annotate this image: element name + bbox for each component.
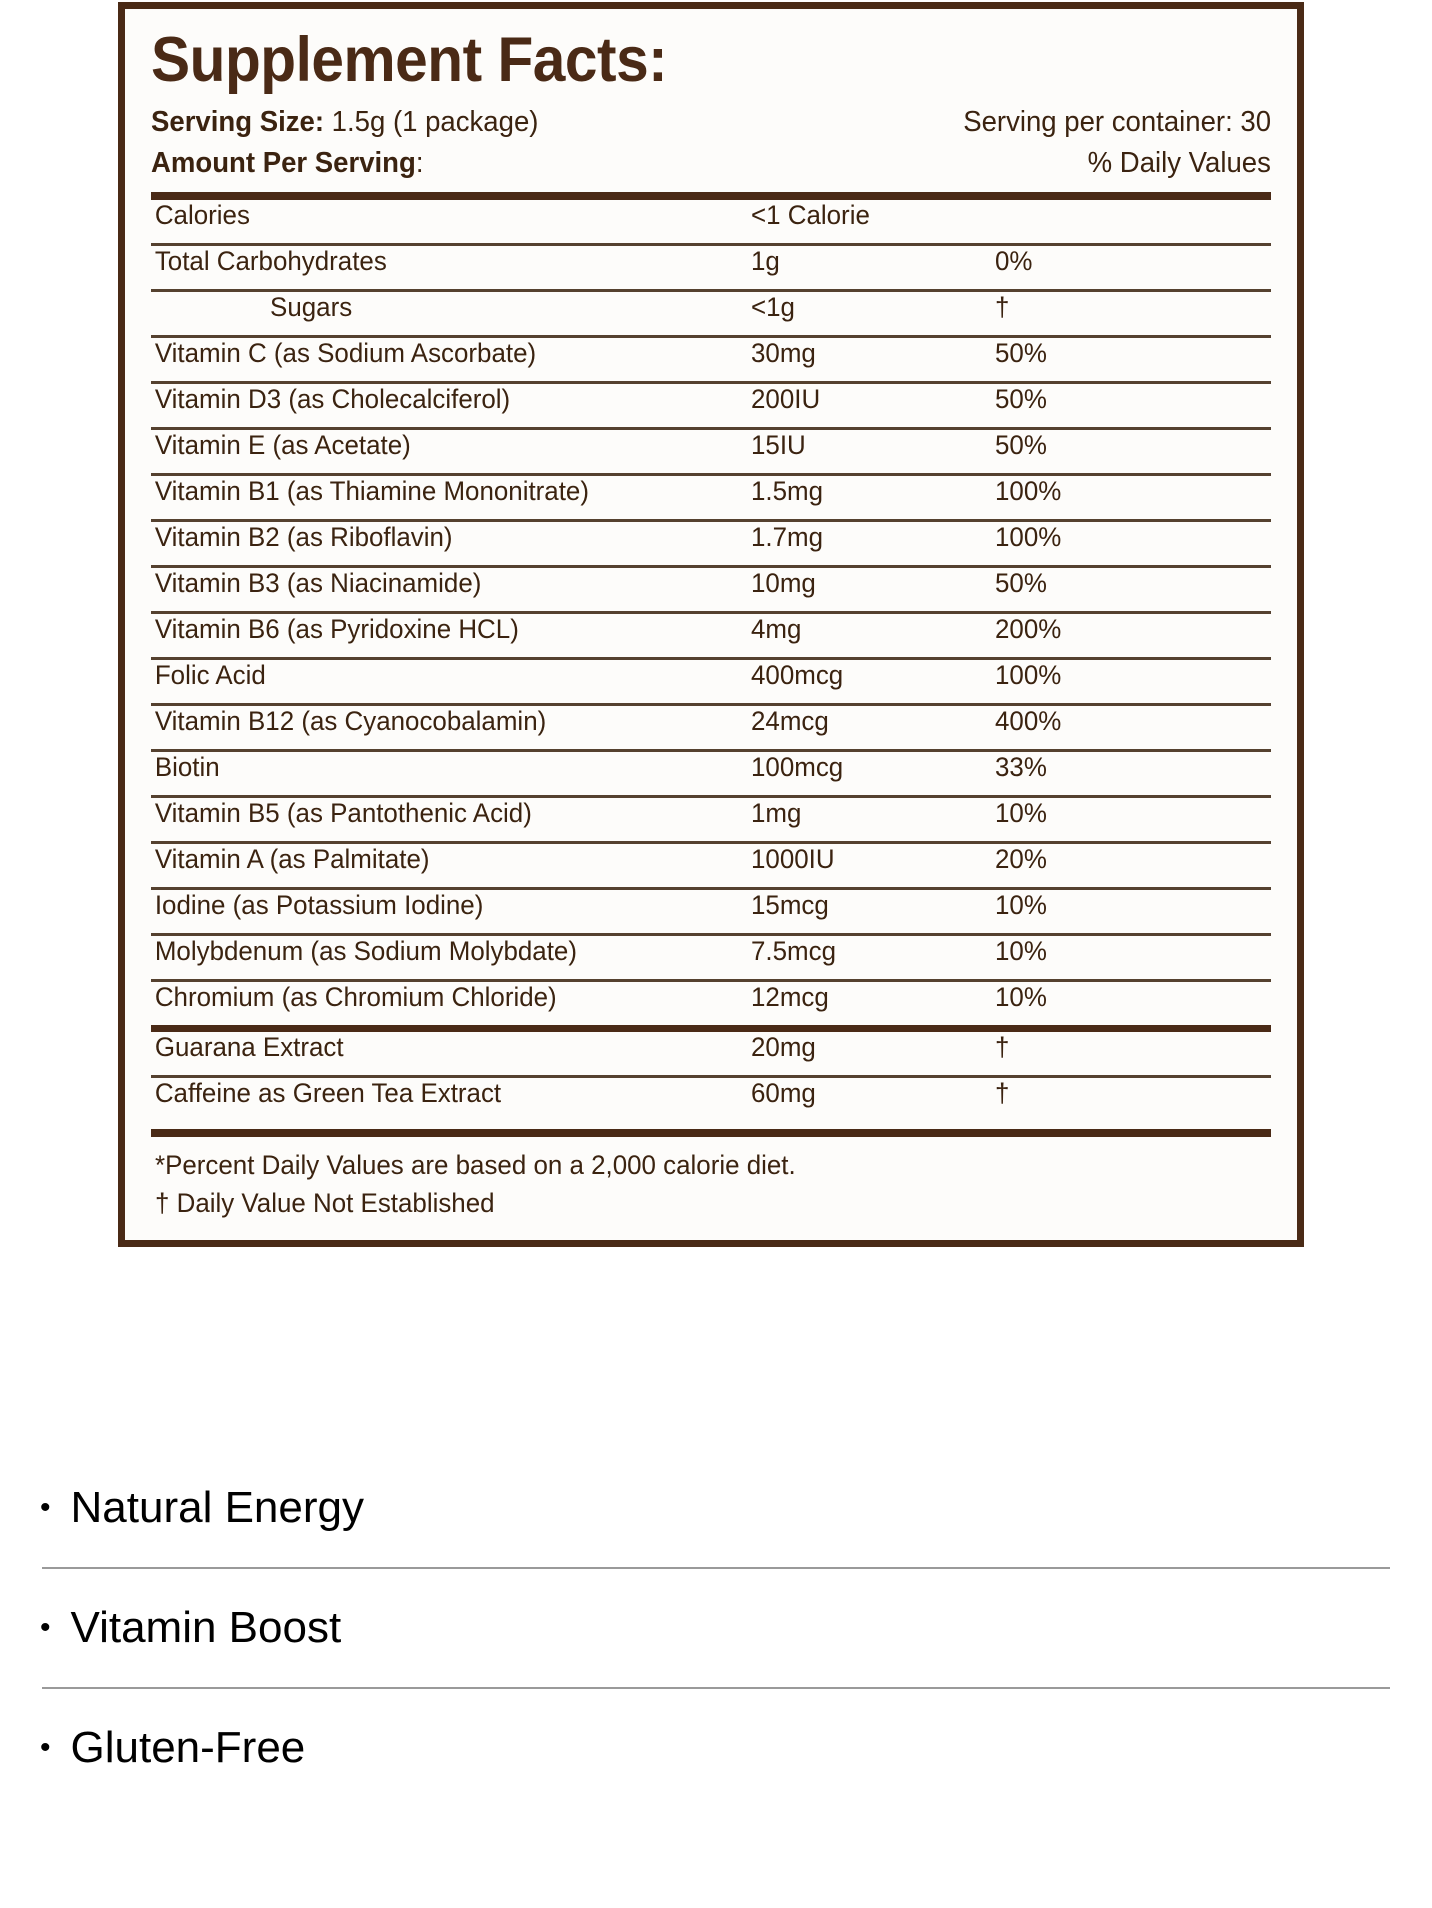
table-bottom-divider: [151, 1129, 1271, 1137]
nutrient-daily-value: 200%: [995, 614, 1062, 645]
nutrient-amount: 10mg: [751, 568, 816, 599]
table-row: [151, 890, 1271, 933]
benefit-label: Natural Energy: [70, 1483, 364, 1532]
nutrient-amount: 12mcg: [751, 982, 829, 1013]
table-row: [151, 200, 1271, 243]
nutrient-name: Vitamin D3 (as Cholecalciferol): [154, 384, 511, 415]
bullet-icon: •: [40, 1491, 51, 1524]
nutrient-name: Vitamin B3 (as Niacinamide): [154, 568, 482, 599]
nutrient-daily-value: 20%: [995, 844, 1047, 875]
nutrient-daily-value: 50%: [995, 384, 1047, 415]
table-row: [151, 752, 1271, 795]
serving-size-value: 1.5g (1 package): [331, 106, 539, 138]
table-row: [151, 522, 1271, 565]
nutrient-amount: 20mg: [751, 1032, 816, 1063]
nutrient-amount: 200IU: [751, 384, 821, 415]
serving-size-row: [151, 102, 1271, 143]
nutrient-amount: 15mcg: [751, 890, 829, 921]
nutrient-amount: <1 Calorie: [751, 200, 870, 231]
nutrient-name: Vitamin B6 (as Pyridoxine HCL): [154, 614, 519, 645]
table-row: [151, 246, 1271, 289]
benefits-list: [0, 1449, 1432, 1807]
nutrient-amount: 400mcg: [751, 660, 844, 691]
nutrient-amount: 100mcg: [751, 752, 844, 783]
amount-per-serving-row: [151, 143, 1271, 184]
nutrient-daily-value: 10%: [995, 982, 1047, 1013]
nutrient-daily-value: 400%: [995, 706, 1062, 737]
nutrient-table: [151, 200, 1271, 1121]
nutrient-name: Vitamin B1 (as Thiamine Mononitrate): [154, 476, 589, 507]
nutrient-daily-value: 50%: [995, 568, 1047, 599]
benefit-label: Gluten-Free: [70, 1723, 306, 1772]
serving-size: [151, 102, 538, 143]
table-row: [151, 660, 1271, 703]
list-item: [0, 1449, 1432, 1567]
nutrient-name: Chromium (as Chromium Chloride): [154, 982, 557, 1013]
nutrient-amount: 15IU: [751, 430, 806, 461]
table-row: [151, 476, 1271, 519]
nutrient-daily-value: 100%: [995, 522, 1062, 553]
nutrient-daily-value: 50%: [995, 430, 1047, 461]
nutrient-amount: 1g: [751, 246, 780, 277]
amount-per-serving: [151, 143, 424, 184]
nutrient-daily-value: 100%: [995, 660, 1062, 691]
footnote-daily-value-not-established: † Daily Value Not Established: [155, 1187, 495, 1218]
table-row: [151, 1078, 1271, 1121]
table-row: [151, 292, 1271, 335]
list-item: [0, 1569, 1432, 1687]
nutrient-name: Vitamin E (as Acetate): [154, 430, 411, 461]
footnotes: [151, 1137, 1271, 1226]
nutrient-name: Vitamin C (as Sodium Ascorbate): [154, 338, 537, 369]
nutrient-amount: 1.5mg: [751, 476, 824, 507]
supplement-facts-panel: [118, 2, 1304, 1247]
table-row: [151, 798, 1271, 841]
nutrient-amount: 1mg: [751, 798, 802, 829]
bullet-icon: •: [40, 1731, 51, 1764]
nutrient-daily-value: 10%: [995, 936, 1047, 967]
nutrient-amount: 60mg: [751, 1078, 816, 1109]
table-row: [151, 338, 1271, 381]
nutrient-name: Guarana Extract: [154, 1032, 344, 1063]
nutrient-amount: 1.7mg: [751, 522, 824, 553]
nutrient-name: Folic Acid: [154, 660, 266, 691]
nutrient-name: Iodine (as Potassium Iodine): [154, 890, 484, 921]
table-row: [151, 982, 1271, 1025]
nutrient-name: Caffeine as Green Tea Extract: [154, 1078, 502, 1109]
table-row: [151, 1032, 1271, 1075]
nutrient-amount: 1000IU: [751, 844, 835, 875]
nutrient-name: Total Carbohydrates: [154, 246, 387, 277]
amount-per-serving-label: Amount Per Serving: [151, 147, 416, 180]
daily-values-header: % Daily Values: [1087, 147, 1271, 180]
benefit-label: Vitamin Boost: [70, 1603, 342, 1652]
table-row: [151, 384, 1271, 427]
nutrient-amount: 7.5mcg: [751, 936, 837, 967]
nutrient-amount: 24mcg: [751, 706, 829, 737]
page-title: Supplement Facts:: [151, 25, 668, 95]
nutrient-daily-value: 33%: [995, 752, 1047, 783]
nutrient-daily-value: 100%: [995, 476, 1062, 507]
nutrient-amount: 4mg: [751, 614, 802, 645]
nutrient-daily-value: †: [995, 292, 1010, 323]
nutrient-name: Biotin: [154, 752, 220, 783]
header-divider: [151, 192, 1271, 200]
nutrient-daily-value: †: [995, 1032, 1010, 1063]
bullet-icon: •: [40, 1611, 51, 1644]
nutrient-name: Calories: [154, 200, 250, 231]
serving-size-label: Serving Size:: [151, 106, 325, 138]
nutrient-name: Vitamin B5 (as Pantothenic Acid): [154, 798, 532, 829]
table-row: [151, 936, 1271, 979]
nutrient-name: Molybdenum (as Sodium Molybdate): [154, 936, 577, 967]
section-divider: [151, 1025, 1271, 1032]
nutrient-amount: 30mg: [751, 338, 816, 369]
table-row: [151, 844, 1271, 887]
list-item: [0, 1689, 1432, 1807]
nutrient-daily-value: 10%: [995, 890, 1047, 921]
nutrient-name: Sugars: [270, 292, 353, 323]
servings-per-container: Serving per container: 30: [963, 106, 1271, 138]
footnote-percent-daily-values: *Percent Daily Values are based on a 2,000 calorie diet.: [155, 1150, 796, 1181]
amount-per-serving-colon: :: [415, 147, 424, 180]
nutrient-amount: <1g: [751, 292, 795, 323]
nutrient-name: Vitamin A (as Palmitate): [154, 844, 430, 875]
table-row: [151, 568, 1271, 611]
nutrient-daily-value: 50%: [995, 338, 1047, 369]
nutrient-daily-value: †: [995, 1078, 1010, 1109]
nutrient-daily-value: 10%: [995, 798, 1047, 829]
nutrient-name: Vitamin B12 (as Cyanocobalamin): [154, 706, 547, 737]
table-row: [151, 614, 1271, 657]
nutrient-daily-value: 0%: [995, 246, 1033, 277]
table-row: [151, 430, 1271, 473]
nutrient-name: Vitamin B2 (as Riboflavin): [154, 522, 453, 553]
table-row: [151, 706, 1271, 749]
